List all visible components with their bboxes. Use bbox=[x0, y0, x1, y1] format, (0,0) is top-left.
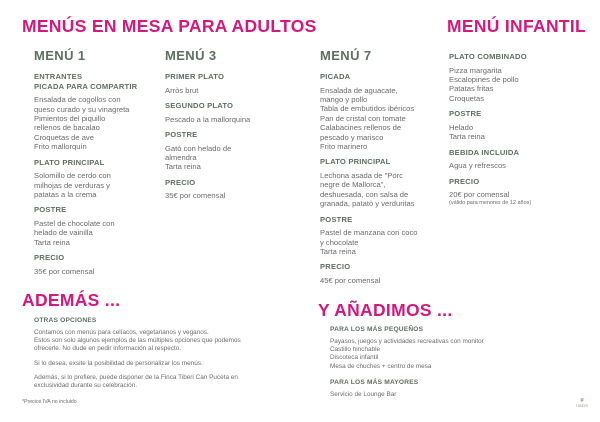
brand-logo-text: TIBERI bbox=[575, 404, 589, 408]
extras-group-title: PARA LOS MÁS PEQUEÑOS bbox=[330, 326, 424, 333]
menu-item: Calabacines rellenos de bbox=[320, 123, 402, 133]
menu-item: Pizza margarita bbox=[449, 65, 502, 75]
menu-section bbox=[449, 52, 589, 103]
menu-item: Solomillo de cerdo con bbox=[34, 171, 111, 181]
menu-7-column bbox=[320, 48, 445, 291]
menu-section-title: PLATO PRINCIPAL bbox=[320, 157, 391, 167]
menu-item: negre de Mallorca", bbox=[320, 180, 386, 190]
menu-section-title: PRIMER PLATO bbox=[165, 72, 225, 81]
menu-item: Croquetas de ave bbox=[34, 132, 94, 142]
menu-section bbox=[165, 130, 295, 172]
menu-section bbox=[320, 262, 445, 285]
menu-item: granada, patatò y verduritas bbox=[320, 199, 415, 209]
menu-section-title: PRECIO bbox=[165, 177, 196, 187]
menu-7-title: MENÚ 7 bbox=[320, 48, 372, 63]
menu-item: rellenos de bacalao bbox=[34, 123, 100, 133]
menu-item: Escalopines de pollo bbox=[449, 75, 519, 84]
menu-section bbox=[34, 205, 162, 247]
brand-logo bbox=[571, 398, 593, 408]
extras-group-title: PARA LOS MÁS MAYORES bbox=[330, 378, 419, 386]
menu-item: deshuesada, con salsa de bbox=[320, 189, 409, 199]
menu-item: patatas a la crema bbox=[34, 190, 97, 200]
ademas-title: OTRAS OPCIONES bbox=[34, 317, 97, 324]
menu-infantil-sections bbox=[449, 52, 589, 200]
menu-section bbox=[34, 158, 162, 200]
extras-group-text: Payasos, juegos y actividades recreativas con monitor Castillo hinchable Discoteca infantil Mesa de chuches + centro de mesa bbox=[330, 338, 484, 370]
menu-item: Croquetas bbox=[449, 93, 485, 103]
menu-item: almendra bbox=[165, 153, 197, 162]
menu-item: Tarta reina bbox=[449, 132, 485, 142]
info-paragraph: Además, si lo prefiere, puede disponer de la Finca Tiberi Can Puceta en exclusividad durante su celebración. bbox=[34, 373, 238, 390]
menu-section bbox=[449, 177, 589, 200]
menu-3-title: MENÚ 3 bbox=[165, 48, 217, 63]
menu-item: Tarta reina bbox=[320, 247, 356, 257]
heading-ademas: ADEMÁS ... bbox=[22, 290, 121, 310]
menu-section-title: POSTRE bbox=[34, 205, 67, 215]
ademas-block bbox=[34, 317, 299, 396]
menu-section-title: POSTRE bbox=[165, 130, 198, 139]
menu-section bbox=[449, 109, 589, 141]
ademas-paragraphs bbox=[34, 329, 299, 390]
menu-item: 20€ por comensal bbox=[449, 190, 510, 200]
leaf-crest-icon: ❦ bbox=[579, 398, 585, 404]
heading-infantil: MENÚ INFANTIL bbox=[447, 16, 587, 36]
menu-1-sections bbox=[34, 72, 162, 276]
menu-item: Agua y refrescos bbox=[449, 161, 506, 171]
menu-infantil-column bbox=[449, 52, 589, 207]
heading-anadimos: Y AÑADIMOS ... bbox=[318, 300, 453, 320]
menu-1-column bbox=[34, 48, 162, 282]
info-paragraph: Contamos con menús para celíacos, vegetarianos y veganos. Estos son solo algunos ejemplos de las múltiples opciones que podemos ofrecerle. No dude en pedir información al respecto. bbox=[34, 329, 241, 353]
menu-item: pescado y marisco bbox=[320, 132, 384, 142]
menu-item: mango y pollo bbox=[320, 95, 368, 104]
menu-section-title: BEBIDA INCLUIDA bbox=[449, 147, 520, 157]
menu-section bbox=[320, 157, 445, 208]
menu-item: Helado bbox=[449, 122, 474, 132]
info-paragraph: Si lo desea, exsite la posibilidad de personalizar los menús. bbox=[34, 359, 203, 367]
menu-item: 35€ por comensal bbox=[165, 191, 226, 201]
menu-section bbox=[165, 72, 295, 95]
menu-section-title: PICADA bbox=[320, 72, 351, 81]
menu-item: queso curado y su vinagreta bbox=[34, 104, 130, 114]
menu-3-sections bbox=[165, 72, 295, 201]
menu-item: Pan de cristal con tomate bbox=[320, 113, 406, 123]
menu-item: Patatas fritas bbox=[449, 84, 494, 94]
iva-footnote: *Precios IVA no incluido bbox=[22, 399, 77, 405]
menu-item: Gató con helado de bbox=[165, 143, 232, 153]
menu-7-sections bbox=[320, 72, 445, 285]
menu-section-title: POSTRE bbox=[320, 214, 353, 224]
extras-group-text: Servicio de Lounge Bar bbox=[330, 390, 397, 398]
menu-3-column bbox=[165, 48, 295, 207]
menu-section-title: PLATO COMBINADO bbox=[449, 52, 527, 61]
menu-item: y chocolate bbox=[320, 237, 359, 247]
menu-section bbox=[165, 178, 295, 201]
menu-section bbox=[320, 215, 445, 257]
menu-item: Pimientos del piquillo bbox=[34, 114, 106, 123]
menu-item: Frito marinero bbox=[320, 142, 368, 152]
menu-item: Frito mallorquín bbox=[34, 142, 87, 152]
menu-item: Pescado a la mallorquina bbox=[165, 114, 251, 124]
menu-item: milhojas de verduras y bbox=[34, 180, 110, 190]
menu-item: Ensalada de aguacate, bbox=[320, 85, 398, 95]
anadimos-block bbox=[330, 326, 560, 407]
menu-section bbox=[34, 253, 162, 276]
menu-item: 45€ por comensal bbox=[320, 276, 381, 286]
menu-item: Tabla de embutidos ibéricos bbox=[320, 104, 415, 114]
menu-item: Tarta reina bbox=[34, 237, 70, 247]
menu-section bbox=[449, 148, 589, 171]
heading-adultos: MENÚS EN MESA PARA ADULTOS bbox=[22, 16, 317, 36]
menu-section-title: PRECIO bbox=[320, 262, 351, 272]
menu-section-title: PRECIO bbox=[449, 176, 480, 186]
menu-item: helado de vainilla bbox=[34, 228, 93, 238]
menu-section bbox=[320, 72, 445, 151]
menu-section-title: POSTRE bbox=[449, 109, 482, 119]
infantil-age-note: (válido para menores de 12 años) bbox=[449, 199, 532, 206]
menu-item: Lechona asada de "Porc bbox=[320, 171, 403, 181]
menu-section bbox=[165, 101, 295, 124]
menu-section-title: PLATO PRINCIPAL bbox=[34, 157, 105, 167]
menu-item: 35€ por comensal bbox=[34, 266, 95, 276]
anadimos-groups bbox=[330, 326, 560, 399]
menu-item: Pastel de manzana con coco bbox=[320, 228, 418, 238]
menu-section-title: ENTRANTES PICADA PARA COMPARTIR bbox=[34, 72, 138, 91]
menu-section bbox=[34, 72, 162, 152]
menu-section-title: PRECIO bbox=[34, 253, 65, 263]
menu-item: Arròs brut bbox=[165, 85, 199, 95]
menu-item: Ensalada de cogollos con bbox=[34, 95, 121, 105]
menu-item: Pastel de chocolate con bbox=[34, 219, 115, 229]
menu-section-title: SEGUNDO PLATO bbox=[165, 101, 234, 110]
menu-1-title: MENÚ 1 bbox=[34, 48, 86, 63]
menu-item: Tarta reina bbox=[165, 162, 201, 172]
